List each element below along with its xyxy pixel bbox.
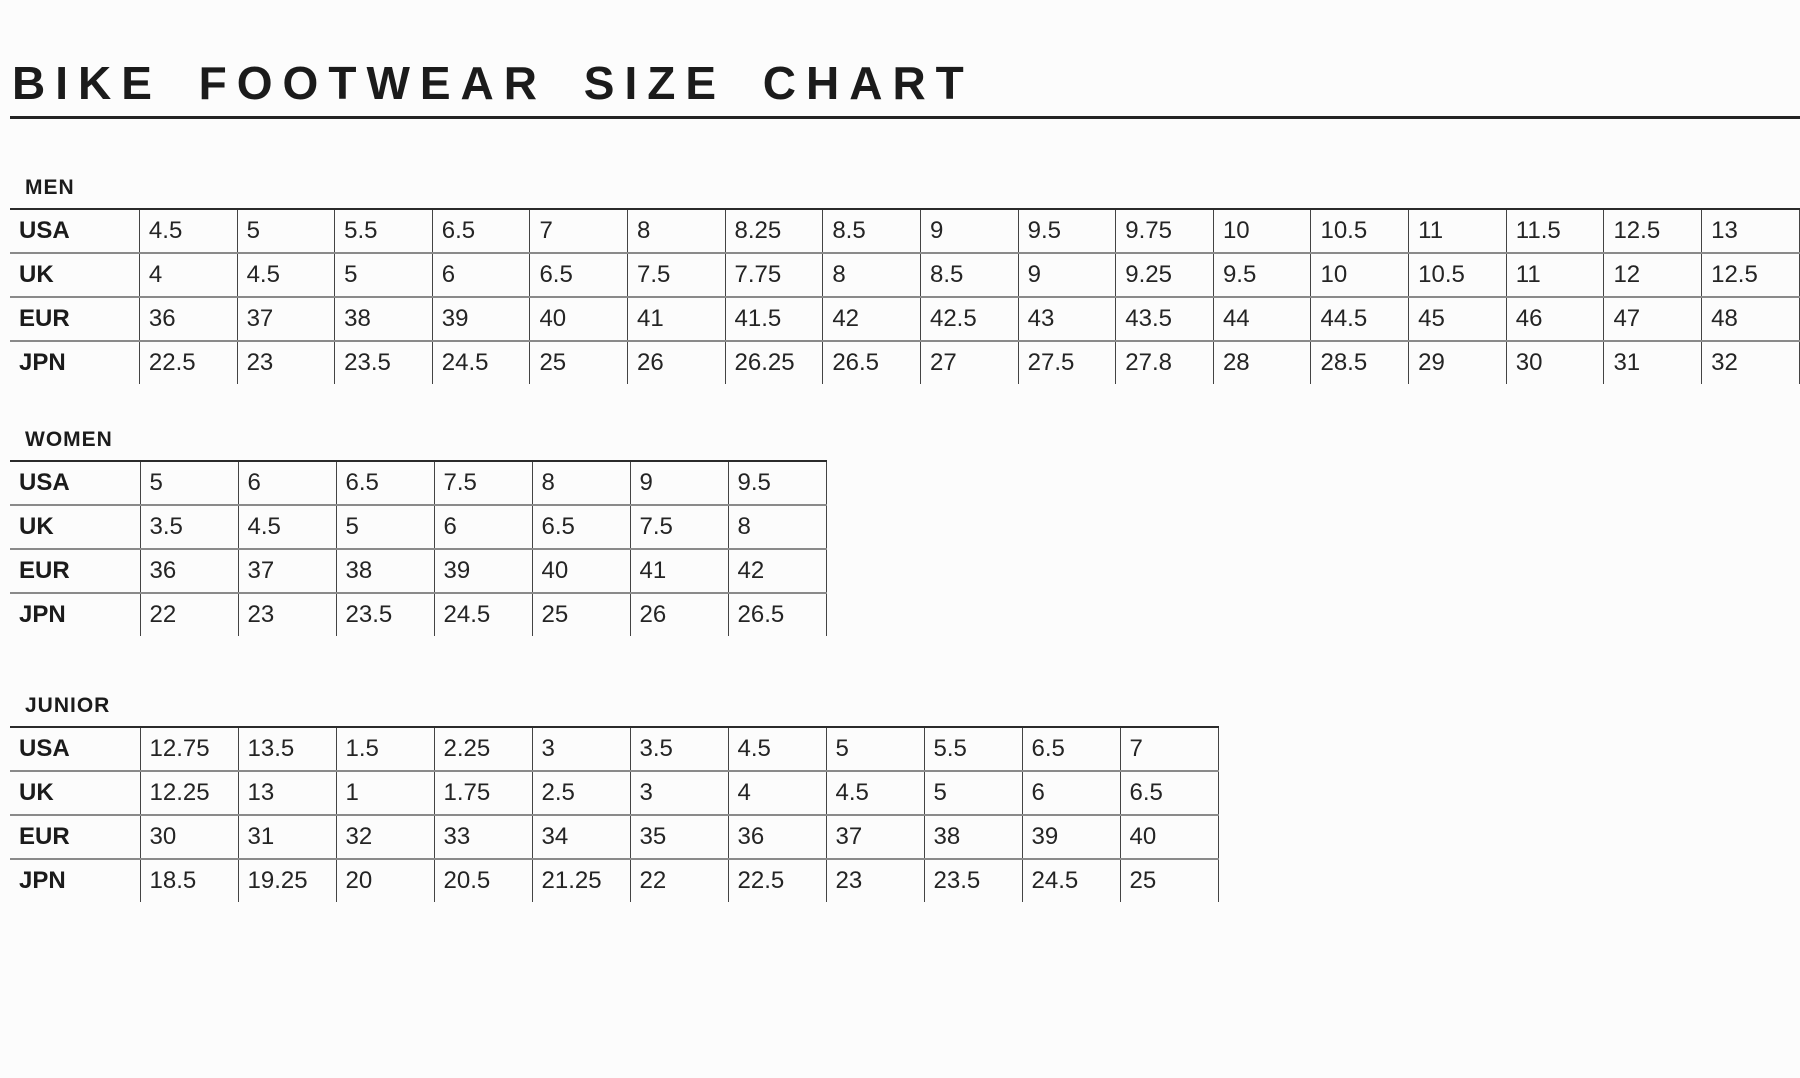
size-cell: 13 [1702, 209, 1800, 253]
size-cell: 5 [335, 253, 433, 297]
row-label-cell: JPN [10, 341, 139, 384]
size-row-uk [10, 253, 1800, 297]
size-cell: 26.25 [725, 341, 823, 384]
size-cell: 12.5 [1604, 209, 1702, 253]
size-cell: 22 [140, 593, 238, 636]
size-cell: 8.5 [823, 209, 921, 253]
size-cell: 25 [530, 341, 628, 384]
row-label-cell: JPN [10, 859, 140, 902]
size-cell: 24.5 [434, 593, 532, 636]
size-cell: 6 [434, 505, 532, 549]
size-cell: 6 [238, 461, 336, 505]
size-cell: 40 [1120, 815, 1218, 859]
size-cell: 6.5 [1120, 771, 1218, 815]
size-cell: 32 [336, 815, 434, 859]
size-cell: 13.5 [238, 727, 336, 771]
size-cell: 9 [1018, 253, 1116, 297]
size-cell: 34 [532, 815, 630, 859]
size-cell: 27.5 [1018, 341, 1116, 384]
size-cell: 4.5 [237, 253, 335, 297]
size-cell: 5 [237, 209, 335, 253]
size-cell: 38 [924, 815, 1022, 859]
junior-size-table [10, 726, 1219, 902]
men-size-table [10, 208, 1800, 384]
size-cell: 20 [336, 859, 434, 902]
women-size-table [10, 460, 827, 636]
size-cell: 7.5 [434, 461, 532, 505]
size-cell: 13 [238, 771, 336, 815]
size-cell: 4 [139, 253, 237, 297]
size-cell: 6.5 [1022, 727, 1120, 771]
size-cell: 1 [336, 771, 434, 815]
size-cell: 9.5 [1213, 253, 1311, 297]
size-cell: 2.5 [532, 771, 630, 815]
size-cell: 27.8 [1116, 341, 1214, 384]
size-cell: 28 [1213, 341, 1311, 384]
size-cell: 33 [434, 815, 532, 859]
size-cell: 41 [627, 297, 725, 341]
size-cell: 37 [238, 549, 336, 593]
size-cell: 4.5 [139, 209, 237, 253]
size-cell: 47 [1604, 297, 1702, 341]
size-cell: 6 [432, 253, 530, 297]
size-cell: 11 [1409, 209, 1507, 253]
size-cell: 44.5 [1311, 297, 1409, 341]
size-cell: 28.5 [1311, 341, 1409, 384]
size-cell: 5.5 [335, 209, 433, 253]
size-cell: 11 [1506, 253, 1604, 297]
men-section-heading: MEN [25, 176, 75, 199]
size-cell: 7.5 [627, 253, 725, 297]
size-cell: 42 [728, 549, 826, 593]
size-cell: 43 [1018, 297, 1116, 341]
size-cell: 31 [1604, 341, 1702, 384]
size-cell: 12.25 [140, 771, 238, 815]
size-cell: 8 [532, 461, 630, 505]
size-cell: 32 [1702, 341, 1800, 384]
size-cell: 37 [826, 815, 924, 859]
row-label-cell: EUR [10, 549, 140, 593]
size-cell: 3.5 [140, 505, 238, 549]
size-cell: 10 [1311, 253, 1409, 297]
size-cell: 22.5 [728, 859, 826, 902]
size-row-jpn [10, 859, 1218, 902]
row-label-cell: USA [19, 217, 70, 244]
size-cell: 23 [237, 341, 335, 384]
size-cell: 23.5 [335, 341, 433, 384]
size-cell: 42 [823, 297, 921, 341]
size-cell: 21.25 [532, 859, 630, 902]
size-cell: 48 [1702, 297, 1800, 341]
size-cell: 22.5 [139, 341, 237, 384]
title-underline [10, 116, 1800, 119]
size-cell: 7 [1120, 727, 1218, 771]
size-cell: 5.5 [924, 727, 1022, 771]
size-cell: 40 [532, 549, 630, 593]
size-cell: 8.25 [725, 209, 823, 253]
size-cell: 41 [630, 549, 728, 593]
size-cell: 44 [1213, 297, 1311, 341]
row-label-cell: EUR [10, 815, 140, 859]
women-section [10, 428, 827, 636]
size-cell: 23 [238, 593, 336, 636]
size-cell: 24.5 [432, 341, 530, 384]
size-cell: 10 [1213, 209, 1311, 253]
size-row-uk [10, 771, 1218, 815]
size-cell: 42.5 [920, 297, 1018, 341]
size-cell: 2.25 [434, 727, 532, 771]
size-cell: 26.5 [823, 341, 921, 384]
size-cell: 9.75 [1116, 209, 1214, 253]
size-cell: 36 [728, 815, 826, 859]
size-cell: 5 [924, 771, 1022, 815]
size-cell: 18.5 [140, 859, 238, 902]
size-cell: 38 [336, 549, 434, 593]
size-cell: 40 [530, 297, 628, 341]
size-row-eur [10, 815, 1218, 859]
size-cell: 35 [630, 815, 728, 859]
size-cell: 3 [532, 727, 630, 771]
size-cell: 12.75 [140, 727, 238, 771]
size-cell: 5 [826, 727, 924, 771]
size-cell: 5 [336, 505, 434, 549]
junior-section [10, 694, 1219, 902]
size-cell: 6.5 [530, 253, 628, 297]
size-cell: 7.5 [630, 505, 728, 549]
size-cell: 10.5 [1311, 209, 1409, 253]
row-label-cell: JPN [10, 593, 140, 636]
size-cell: 46 [1506, 297, 1604, 341]
row-label-cell: USA [19, 735, 70, 762]
size-cell: 1.75 [434, 771, 532, 815]
size-row-eur [10, 549, 826, 593]
size-cell: 24.5 [1022, 859, 1120, 902]
size-cell: 4 [728, 771, 826, 815]
size-cell: 36 [139, 297, 237, 341]
size-cell: 36 [140, 549, 238, 593]
size-cell: 12.5 [1702, 253, 1800, 297]
size-cell: 23.5 [924, 859, 1022, 902]
size-cell: 37 [237, 297, 335, 341]
row-label-cell: UK [10, 505, 140, 549]
size-cell: 30 [140, 815, 238, 859]
size-cell: 26 [630, 593, 728, 636]
size-cell: 31 [238, 815, 336, 859]
size-cell: 29 [1409, 341, 1507, 384]
size-cell: 8 [823, 253, 921, 297]
size-row-usa [10, 727, 1218, 771]
size-cell: 22 [630, 859, 728, 902]
size-cell: 3 [630, 771, 728, 815]
size-cell: 6 [1022, 771, 1120, 815]
size-cell: 9.5 [1018, 209, 1116, 253]
size-cell: 10.5 [1409, 253, 1507, 297]
row-label-cell: EUR [10, 297, 139, 341]
size-row-usa [10, 209, 1800, 253]
size-row-eur [10, 297, 1800, 341]
size-cell: 9.25 [1116, 253, 1214, 297]
size-cell: 39 [434, 549, 532, 593]
size-cell: 7 [530, 209, 628, 253]
size-cell: 4.5 [826, 771, 924, 815]
size-row-jpn [10, 341, 1800, 384]
size-cell: 11.5 [1506, 209, 1604, 253]
size-cell: 25 [532, 593, 630, 636]
size-cell: 3.5 [630, 727, 728, 771]
size-cell: 20.5 [434, 859, 532, 902]
size-cell: 1.5 [336, 727, 434, 771]
size-row-uk [10, 505, 826, 549]
size-cell: 19.25 [238, 859, 336, 902]
size-cell: 43.5 [1116, 297, 1214, 341]
size-cell: 8 [627, 209, 725, 253]
junior-section-heading: JUNIOR [25, 694, 111, 717]
size-cell: 9 [630, 461, 728, 505]
size-cell: 30 [1506, 341, 1604, 384]
size-row-usa [10, 461, 826, 505]
size-cell: 23 [826, 859, 924, 902]
row-label-cell: UK [10, 771, 140, 815]
size-cell: 5 [140, 461, 238, 505]
size-cell: 7.75 [725, 253, 823, 297]
men-section [10, 176, 1800, 384]
size-cell: 6.5 [432, 209, 530, 253]
size-cell: 12 [1604, 253, 1702, 297]
page-title: BIKE FOOTWEAR SIZE CHART [12, 57, 974, 109]
size-cell: 4.5 [728, 727, 826, 771]
size-row-jpn [10, 593, 826, 636]
size-cell: 9 [920, 209, 1018, 253]
size-cell: 23.5 [336, 593, 434, 636]
row-label-cell: USA [19, 469, 70, 496]
size-cell: 6.5 [532, 505, 630, 549]
size-cell: 26 [627, 341, 725, 384]
size-cell: 45 [1409, 297, 1507, 341]
row-label-cell: UK [10, 253, 139, 297]
size-cell: 6.5 [336, 461, 434, 505]
size-cell: 39 [432, 297, 530, 341]
size-cell: 8 [728, 505, 826, 549]
size-cell: 4.5 [238, 505, 336, 549]
size-cell: 8.5 [920, 253, 1018, 297]
size-cell: 41.5 [725, 297, 823, 341]
size-cell: 25 [1120, 859, 1218, 902]
size-cell: 38 [335, 297, 433, 341]
size-cell: 26.5 [728, 593, 826, 636]
size-cell: 9.5 [728, 461, 826, 505]
size-cell: 27 [920, 341, 1018, 384]
women-section-heading: WOMEN [25, 428, 113, 451]
size-cell: 39 [1022, 815, 1120, 859]
